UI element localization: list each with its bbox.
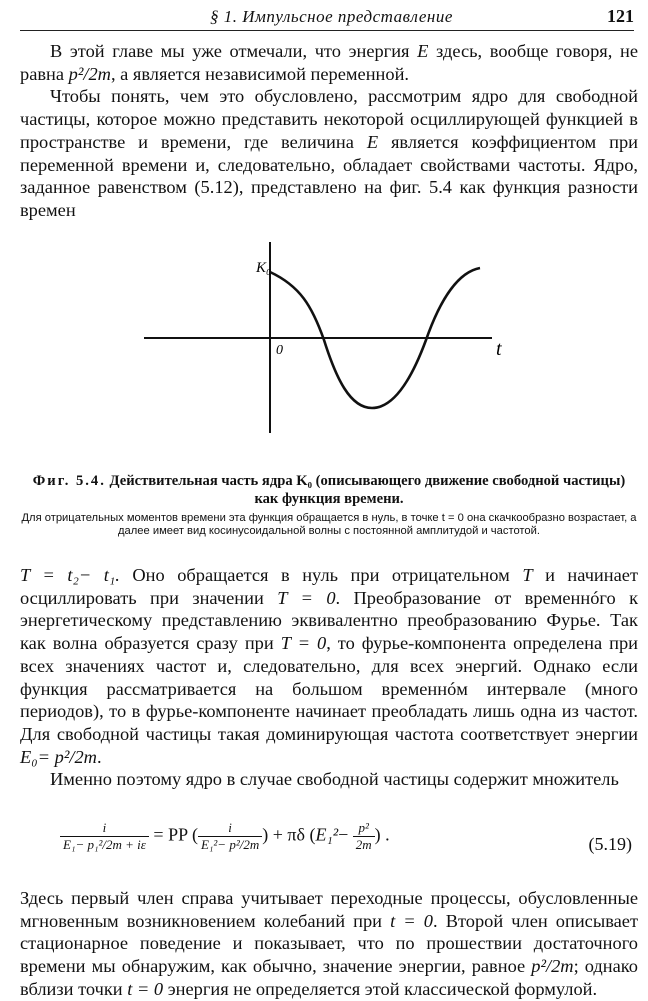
- paragraph-3: T = t₂− t₁. Оно обращается в нуль при отрицательном T и начинает осциллировать при значении T = 0. Преобразование от временнóго к энергетическому представлению эквивалентно преобразованию Фурье. Так как волна образуется сразу при T = 0, то фурье-компонента определена при всех значениях частот и, следовательно, для всех энергий. Однако если функция рассматривается на большом временнóм интервале (много периодов), то в фурье-компоненте начинает преобладать лишь одна из частот. Для свободной частицы такая доминирующая частота соответствует энергии E₀= p²/2m.: [20, 565, 639, 767]
- page-header: [20, 4, 634, 31]
- pp-fraction: $\frac{i}{\text{E₁²− p²/2m}}$: [198, 820, 262, 853]
- paragraph-1: В этой главе мы уже отмечали, что энергия E здесь, вообще говоря, не равна p²/2m, а является независимой переменной.: [20, 41, 638, 84]
- lhs-fraction: $\frac{i}{\text{E₁− p₁²/2m + iε}}$: [60, 820, 149, 853]
- equation-5-19: $\frac{i}{\text{E₁− p₁²/2m + iε}}$ = PP ( $\frac{i}{\text{E₁²− p²/2m}}$ ) + πδ (E₁²− $\frac{\text{p²}}{2m}$ ) . (5.19): [60, 820, 638, 870]
- x-axis-label: t: [496, 338, 502, 360]
- paragraph-2: Чтобы понять, чем это обусловлено, рассмотрим ядро для свободной частицы, которое можно представить некоторой осциллирующей функцией в пространстве и времени, где величина E является коэффициентом при переменной времени и, следовательно, обладает свойствами частоты. Ядро, заданное равенством (5.12), представлено на фиг. 5.4 как функция разности времен: [20, 86, 638, 220]
- caption-label: Фиг. 5.4.: [32, 473, 106, 489]
- delta-fraction: $\frac{\text{p²}}{2m}$: [353, 820, 375, 853]
- caption-text: Действительная часть ядра K₀ (описывающего движение свободной частицы) как функция времени.: [105, 473, 626, 507]
- page-number: 121: [607, 6, 634, 26]
- kernel-figure: [130, 228, 520, 468]
- origin-label: 0: [276, 343, 283, 358]
- y-axis-label: K₀: [256, 260, 272, 276]
- figure-subcaption: Для отрицательных моментов времени эта функция обращается в нуль, в точке t = 0 она скачкообразно возрастает, а далее имеет вид косинусоидальной волны с постоянной амплитудой и частотой.: [21, 512, 637, 537]
- text-block-bottom: [20, 887, 638, 1001]
- figure-caption: [20, 472, 638, 508]
- paragraph-4: Именно поэтому ядро в случае свободной частицы содержит множитель: [50, 769, 619, 790]
- text-block-top: [20, 40, 638, 222]
- equation-number: (5.19): [588, 834, 632, 854]
- paragraph-5: Здесь первый член справа учитывает переходные процессы, обусловленные мгновенным возникновением колебаний при t = 0. Второй член описывает стационарное поведение и показывает, что по прошествии достаточного времени мы обнаружим, как обычно, значение энергии, равное p²/2m; однако вблизи точки t = 0 энергия не определяется этой классической формулой.: [20, 888, 639, 999]
- text-block-middle: [20, 564, 638, 791]
- running-title: § 1. Импульсное представление: [210, 7, 453, 26]
